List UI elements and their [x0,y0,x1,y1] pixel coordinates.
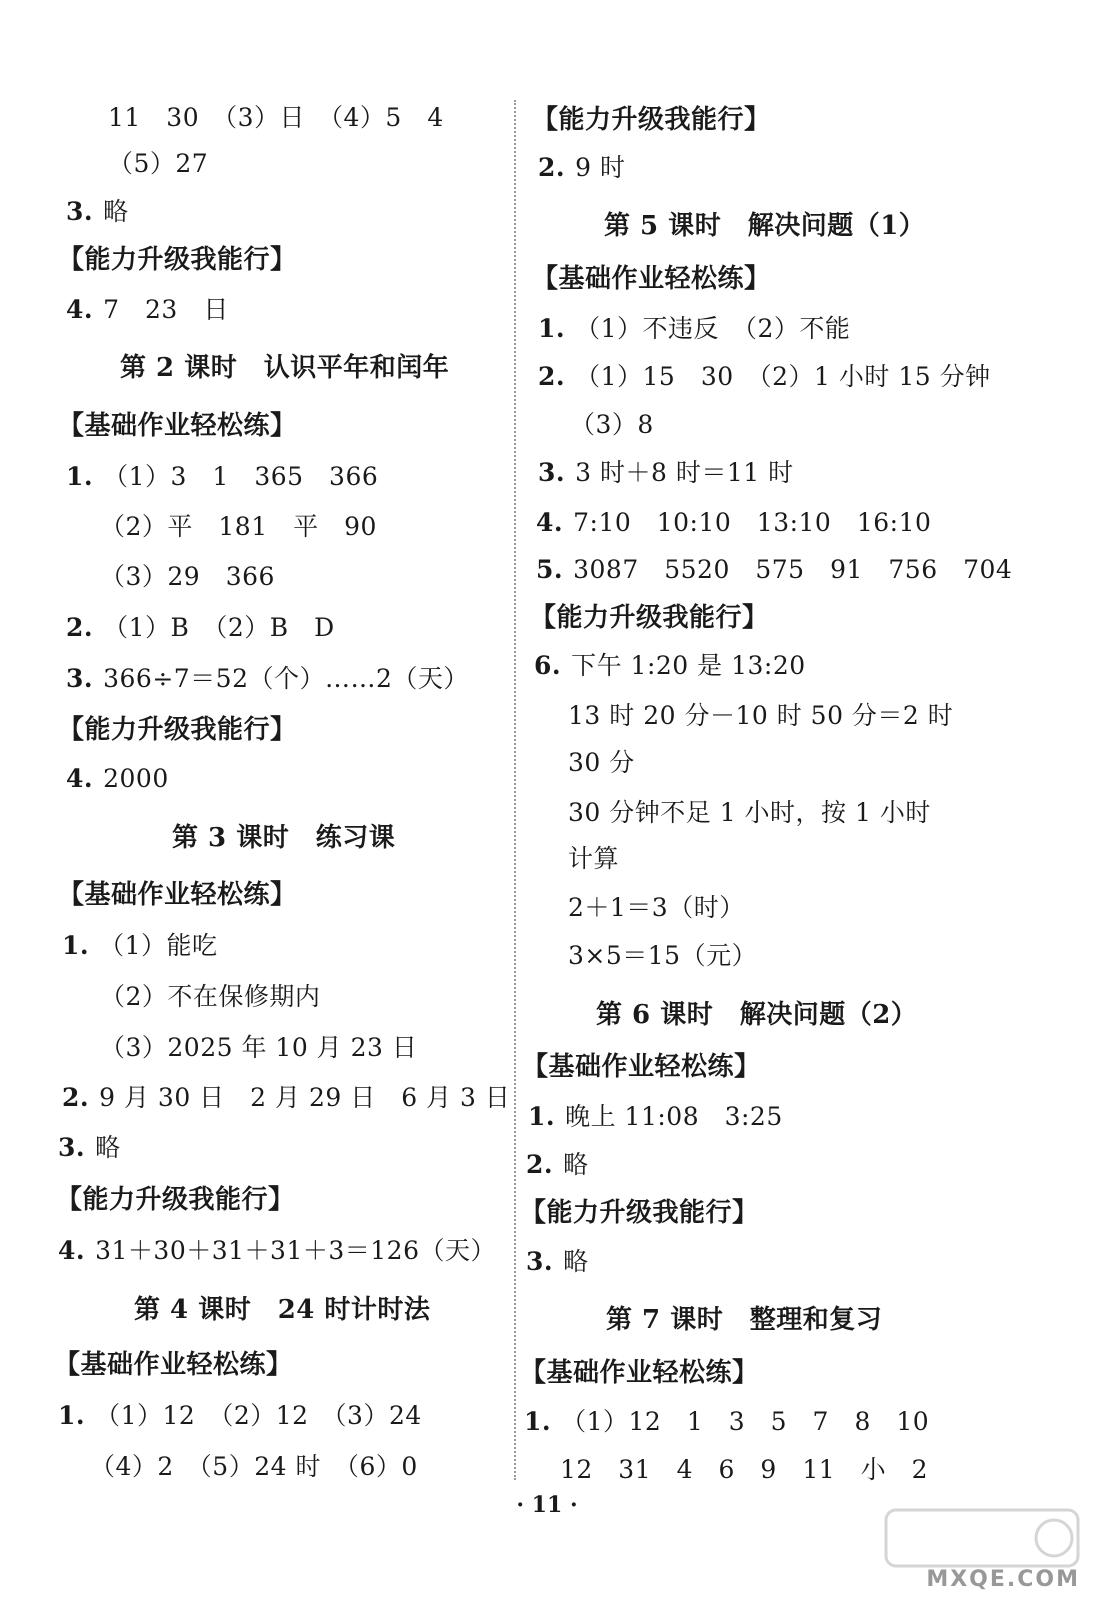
line-text: （3）8 [570,410,654,439]
line-text: （3）2025 年 10 月 23 日 [100,1033,418,1062]
question-number: 1. [524,1407,552,1436]
watermark-text: MXQE.COM [926,1567,1080,1592]
line-text: （1）能吃 [99,931,218,960]
line-text: （5）27 [108,149,209,178]
line-text: 第 4 课时 24 时计时法 [134,1295,431,1325]
line-text: （1）12 1 3 5 7 8 10 [561,1407,930,1436]
section-heading [58,879,297,911]
question-number: 3. [66,197,94,226]
section-heading [532,263,771,295]
answer-line [108,148,208,180]
lesson-title [604,210,925,242]
line-text: 下午 1:20 是 13:20 [571,651,806,680]
answer-line [568,797,931,829]
line-text: 2＋1＝3（时） [568,893,745,922]
answer-line [66,663,469,695]
answer-line [570,409,654,441]
line-text: 第 5 课时 解决问题（1） [604,211,926,241]
section-heading [58,714,297,746]
column-divider [514,100,516,1480]
section-heading [520,1357,759,1389]
answer-line [90,1451,418,1483]
line-text: 11 30 （3）日 （4）5 4 [108,103,444,132]
answer-line [536,507,931,539]
line-text: 略 [95,1133,121,1162]
line-text: 略 [103,197,129,226]
section-heading [58,410,297,442]
question-number: 6. [534,651,562,680]
question-number: 4. [66,295,94,324]
line-text: 366÷7＝52（个）……2（天） [103,664,469,693]
answer-line [58,1235,496,1267]
question-number: 3. [526,1247,554,1276]
line-text: 7:10 10:10 13:10 16:10 [573,508,932,537]
line-text: 第 7 课时 整理和复习 [606,1305,883,1335]
answer-line [66,763,169,795]
question-number: 1. [66,462,94,491]
line-text: 【能力升级我能行】 [58,245,297,275]
line-text: 【能力升级我能行】 [532,105,771,135]
line-text: （1）15 30 （2）1 小时 15 分钟 [575,362,991,391]
answer-line [66,612,335,644]
answer-line [568,843,619,875]
question-number: 1. [538,314,566,343]
answer-line [560,1454,928,1486]
line-text: 略 [563,1247,589,1276]
answer-line [534,650,806,682]
section-heading [530,602,769,634]
answer-line [536,554,1012,586]
question-number: 3. [538,458,566,487]
question-number: 2. [538,362,566,391]
section-heading [58,244,297,276]
section-heading [522,1051,761,1083]
line-text: 【基础作业轻松练】 [54,1350,293,1380]
answer-line [58,1132,121,1164]
answer-line [100,561,275,593]
lesson-title [120,352,449,384]
question-number: 1. [62,931,90,960]
page-number: · 11 · [516,1492,578,1518]
answer-line [100,511,377,543]
question-number: 1. [528,1102,556,1131]
line-text: 12 31 4 6 9 11 小 2 [560,1455,929,1484]
answer-line [568,892,745,924]
answer-line [66,461,378,493]
answer-line [568,940,757,972]
lesson-title [596,999,917,1031]
question-number: 3. [58,1133,86,1162]
answer-line [538,457,794,489]
answer-line [66,196,129,228]
answer-line [524,1406,929,1438]
line-text: 略 [563,1150,589,1179]
answer-line [568,700,953,732]
line-text: 【能力升级我能行】 [58,715,297,745]
line-text: 9 时 [575,153,626,182]
line-text: 计算 [568,844,620,873]
line-text: 30 分钟不足 1 小时，按 1 小时 [568,798,931,827]
answer-line [568,747,635,779]
section-heading [520,1197,759,1229]
line-text: 晚上 11:08 3:25 [565,1102,783,1131]
line-text: （1）不违反 （2）不能 [575,314,851,343]
question-number: 4. [58,1236,86,1265]
line-text: 30 分 [568,748,635,777]
answer-line [108,102,444,134]
answer-line [526,1246,589,1278]
answer-line [66,294,229,326]
lesson-title [134,1294,430,1326]
line-text: 【基础作业轻松练】 [58,880,297,910]
answer-line [58,1400,422,1432]
line-text: 13 时 20 分－10 时 50 分＝2 时 [568,701,954,730]
section-heading [532,104,771,136]
answer-line [100,1032,417,1064]
answer-line [538,152,625,184]
question-number: 4. [536,508,564,537]
line-text: 【基础作业轻松练】 [522,1052,761,1082]
line-text: （1）B （2）B D [103,613,335,642]
question-number: 2. [526,1150,554,1179]
lesson-title [172,822,395,854]
answer-line [100,981,320,1013]
line-text: 7 23 日 [103,295,229,324]
line-text: 【基础作业轻松练】 [520,1358,759,1388]
question-number: 2. [66,613,94,642]
answer-line [62,930,218,962]
line-text: 3087 5520 575 91 756 704 [573,555,1013,584]
line-text: （2）平 181 平 90 [100,512,377,541]
question-number: 3. [66,664,94,693]
answer-line [526,1149,589,1181]
line-text: 第 3 课时 练习课 [172,823,396,853]
line-text: 【能力升级我能行】 [530,603,769,633]
question-number: 4. [66,764,94,793]
question-number: 5. [536,555,564,584]
line-text: 31＋30＋31＋31＋3＝126（天） [95,1236,496,1265]
line-text: 3 时＋8 时＝11 时 [575,458,794,487]
answer-line [538,361,991,393]
line-text: 第 2 课时 认识平年和闰年 [120,353,450,383]
line-text: （4）2 （5）24 时 （6）0 [90,1452,418,1481]
lesson-title [606,1304,882,1336]
line-text: 第 6 课时 解决问题（2） [596,1000,918,1030]
question-number: 1. [58,1401,86,1430]
line-text: 【能力升级我能行】 [56,1185,295,1215]
answer-line [528,1101,783,1133]
answer-line [538,313,850,345]
answer-line [62,1082,510,1114]
line-text: 9 月 30 日 2 月 29 日 6 月 3 日 [99,1083,511,1112]
line-text: 【能力升级我能行】 [520,1198,759,1228]
line-text: 【基础作业轻松练】 [58,411,297,441]
line-text: （3）29 366 [100,562,275,591]
line-text: 3×5＝15（元） [568,941,758,970]
question-number: 2. [62,1083,90,1112]
section-heading [56,1184,295,1216]
line-text: （1）3 1 365 366 [103,462,379,491]
section-heading [54,1349,293,1381]
line-text: 【基础作业轻松练】 [532,264,771,294]
line-text: （1）12 （2）12 （3）24 [95,1401,422,1430]
line-text: 2000 [103,764,169,793]
line-text: （2）不在保修期内 [100,982,321,1011]
question-number: 2. [538,153,566,182]
